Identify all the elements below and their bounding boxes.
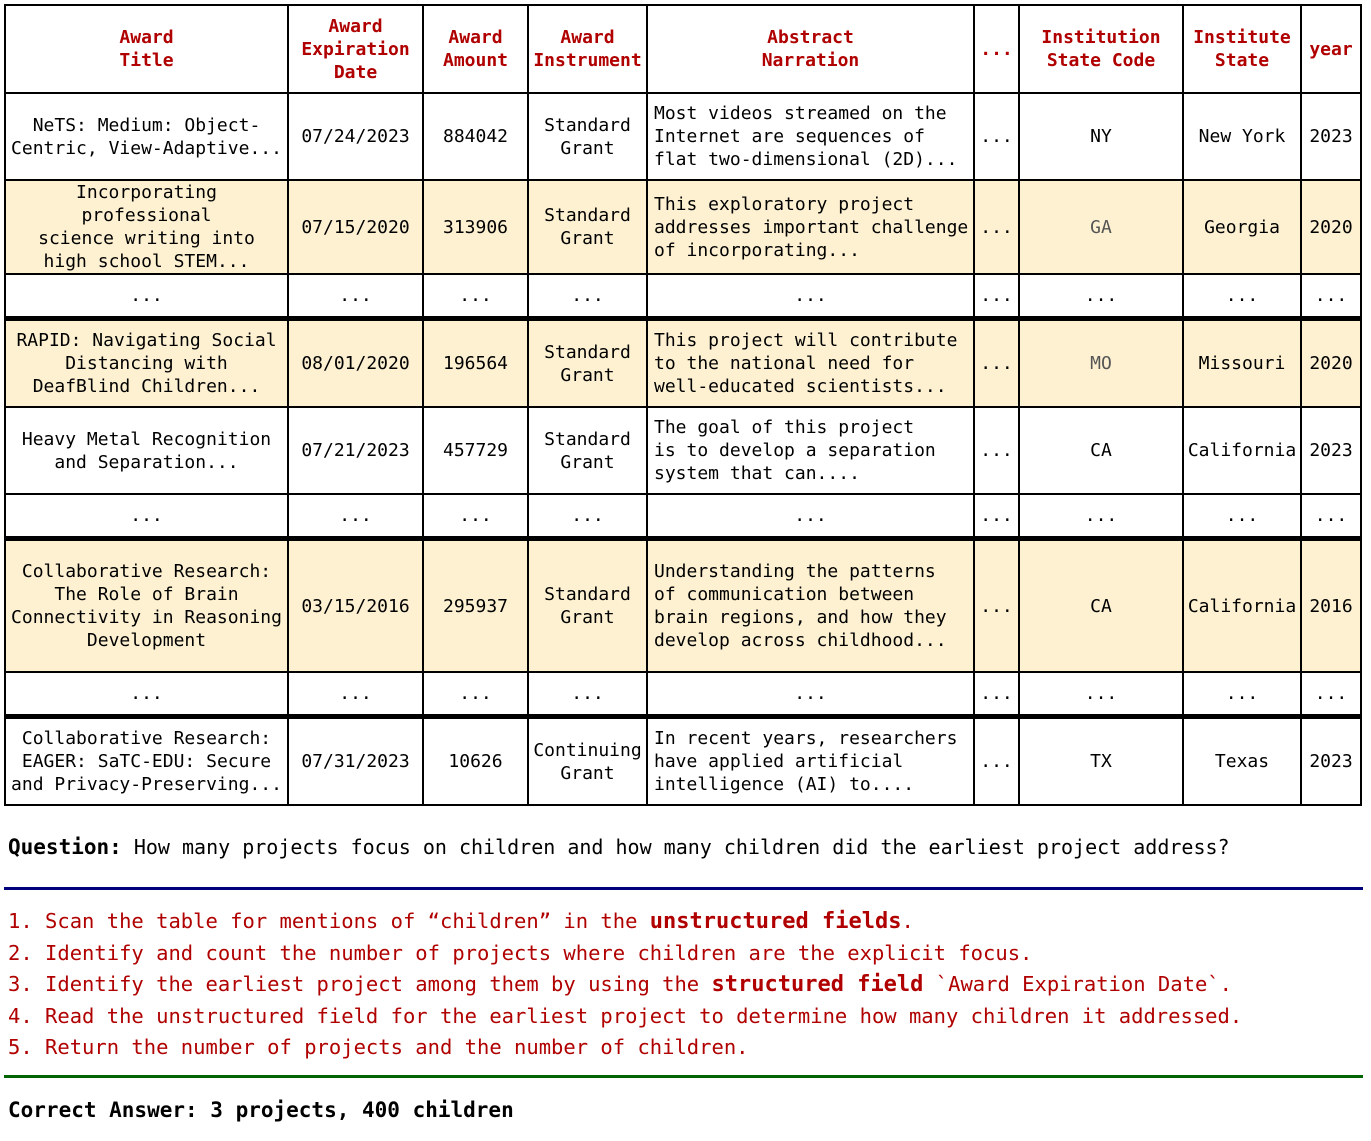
step-3-end: `Award Expiration Date`. (923, 972, 1232, 996)
cell-amount: 884042 (423, 93, 528, 180)
table-row-highlighted (5, 180, 1361, 274)
step-3-text: 3. Identify the earliest project among them by using the (8, 972, 712, 996)
cell-ellipsis: ... (974, 180, 1019, 274)
cell-date: 07/15/2020 (288, 180, 423, 274)
cell-title: ... (5, 672, 288, 717)
header-institution-state-code: Institution State Code (1019, 5, 1183, 93)
cell-date: ... (288, 672, 423, 717)
cell-instrument: ... (528, 274, 647, 319)
step-2: 2. Identify and count the number of projects where children are the explicit focus. (8, 940, 1033, 965)
table-row (5, 407, 1361, 494)
step-3-emphasis: structured field (711, 972, 924, 997)
divider-blue (4, 887, 1363, 890)
cell-state-code: CA (1019, 539, 1183, 673)
header-award-instrument: Award Instrument (528, 5, 647, 93)
cell-state-code: ... (1019, 672, 1183, 717)
cell-abstract: Understanding the patterns of communication between brain regions, and how they develop across childhood... (647, 539, 974, 673)
cell-state-code: TX (1019, 717, 1183, 806)
cell-year: 2020 (1301, 319, 1361, 408)
header-award-expiration-date: Award Expiration Date (288, 5, 423, 93)
cell-abstract: This project will contribute to the national need for well-educated scientists... (647, 319, 974, 408)
question-line (8, 835, 1230, 859)
cell-ellipsis: ... (974, 274, 1019, 319)
cell-date: 03/15/2016 (288, 539, 423, 673)
cell-title: ... (5, 274, 288, 319)
cell-instrument: Continuing Grant (528, 717, 647, 806)
cell-ellipsis: ... (974, 407, 1019, 494)
cell-abstract: This exploratory project addresses important challenge of incorporating... (647, 180, 974, 274)
cell-state-code: MO (1019, 319, 1183, 408)
cell-date: ... (288, 494, 423, 539)
cell-amount: 295937 (423, 539, 528, 673)
header-award-amount: Award Amount (423, 5, 528, 93)
cell-ellipsis: ... (974, 539, 1019, 673)
cell-date: 08/01/2020 (288, 319, 423, 408)
cell-state: ... (1183, 494, 1301, 539)
cell-abstract: The goal of this project is to develop a separation system that can.... (647, 407, 974, 494)
cell-abstract: ... (647, 672, 974, 717)
cell-state: ... (1183, 274, 1301, 319)
cell-ellipsis: ... (974, 93, 1019, 180)
cell-state: Missouri (1183, 319, 1301, 408)
cell-abstract: ... (647, 494, 974, 539)
cell-state-code: NY (1019, 93, 1183, 180)
cell-year: 2016 (1301, 539, 1361, 673)
table-row (5, 93, 1361, 180)
question-text: How many projects focus on children and how many children did the earliest project address? (133, 835, 1230, 859)
question-label: Question: (8, 835, 122, 859)
table-row (5, 717, 1361, 806)
cell-state: ... (1183, 672, 1301, 717)
cell-amount: ... (423, 672, 528, 717)
step-1-end: . (901, 909, 914, 933)
table-header-row (5, 5, 1361, 93)
table-row-highlighted (5, 539, 1361, 673)
cell-ellipsis: ... (974, 319, 1019, 408)
step-4: 4. Read the unstructured field for the earliest project to determine how many children it addressed. (8, 1003, 1243, 1028)
header-ellipsis: ... (974, 5, 1019, 93)
cell-year: ... (1301, 274, 1361, 319)
cell-amount: 313906 (423, 180, 528, 274)
cell-ellipsis: ... (974, 494, 1019, 539)
cell-state-code: CA (1019, 407, 1183, 494)
cell-title: Collaborative Research: The Role of Brain Connectivity in Reasoning Development (5, 539, 288, 673)
correct-answer: Correct Answer: 3 projects, 400 children (8, 1098, 514, 1122)
step-1-text: 1. Scan the table for mentions of “children” in the (8, 909, 650, 933)
cell-title: RAPID: Navigating Social Distancing with DeafBlind Children... (5, 319, 288, 408)
cell-title: Collaborative Research: EAGER: SaTC-EDU: Secure and Privacy-Preserving... (5, 717, 288, 806)
cell-abstract: ... (647, 274, 974, 319)
cell-date: 07/24/2023 (288, 93, 423, 180)
cell-state-code: ... (1019, 494, 1183, 539)
cell-amount: 196564 (423, 319, 528, 408)
cell-instrument: ... (528, 494, 647, 539)
header-abstract-narration: Abstract Narration (647, 5, 974, 93)
cell-instrument: Standard Grant (528, 180, 647, 274)
table-row-highlighted (5, 319, 1361, 408)
awards-table (4, 4, 1362, 806)
header-award-title: Award Title (5, 5, 288, 93)
cell-title: Heavy Metal Recognition and Separation... (5, 407, 288, 494)
cell-abstract: Most videos streamed on the Internet are sequences of flat two-dimensional (2D)... (647, 93, 974, 180)
cell-abstract: In recent years, researchers have applied artificial intelligence (AI) to.... (647, 717, 974, 806)
cell-state: Texas (1183, 717, 1301, 806)
cell-date: 07/31/2023 (288, 717, 423, 806)
divider-green (4, 1075, 1363, 1078)
cell-title: ... (5, 494, 288, 539)
cell-instrument: Standard Grant (528, 539, 647, 673)
cell-title: NeTS: Medium: Object- Centric, View-Adaptive... (5, 93, 288, 180)
header-year: year (1301, 5, 1361, 93)
cell-state: Georgia (1183, 180, 1301, 274)
table-row-ellipsis (5, 494, 1361, 539)
cell-amount: 457729 (423, 407, 528, 494)
step-5: 5. Return the number of projects and the number of children. (8, 1035, 749, 1059)
cell-amount: 10626 (423, 717, 528, 806)
cell-state: California (1183, 407, 1301, 494)
cell-date: 07/21/2023 (288, 407, 423, 494)
cell-state: California (1183, 539, 1301, 673)
cell-state-code: ... (1019, 274, 1183, 319)
step-1 (8, 906, 1242, 938)
cell-amount: ... (423, 494, 528, 539)
cell-year: ... (1301, 494, 1361, 539)
cell-title: Incorporating professional science writing into high school STEM... (5, 180, 288, 274)
cell-instrument: ... (528, 672, 647, 717)
cell-year: 2023 (1301, 717, 1361, 806)
cell-year: ... (1301, 672, 1361, 717)
cell-amount: ... (423, 274, 528, 319)
cell-year: 2023 (1301, 93, 1361, 180)
step-1-emphasis: unstructured fields (649, 909, 902, 934)
table-row-ellipsis (5, 274, 1361, 319)
cell-ellipsis: ... (974, 717, 1019, 806)
cell-year: 2023 (1301, 407, 1361, 494)
cell-state: New York (1183, 93, 1301, 180)
step-3 (8, 969, 1242, 1001)
cell-date: ... (288, 274, 423, 319)
cell-state-code: GA (1019, 180, 1183, 274)
header-institute-state: Institute State (1183, 5, 1301, 93)
cell-instrument: Standard Grant (528, 407, 647, 494)
cell-ellipsis: ... (974, 672, 1019, 717)
reasoning-steps (8, 906, 1242, 1064)
cell-instrument: Standard Grant (528, 319, 647, 408)
cell-instrument: Standard Grant (528, 93, 647, 180)
cell-year: 2020 (1301, 180, 1361, 274)
table-row-ellipsis (5, 672, 1361, 717)
